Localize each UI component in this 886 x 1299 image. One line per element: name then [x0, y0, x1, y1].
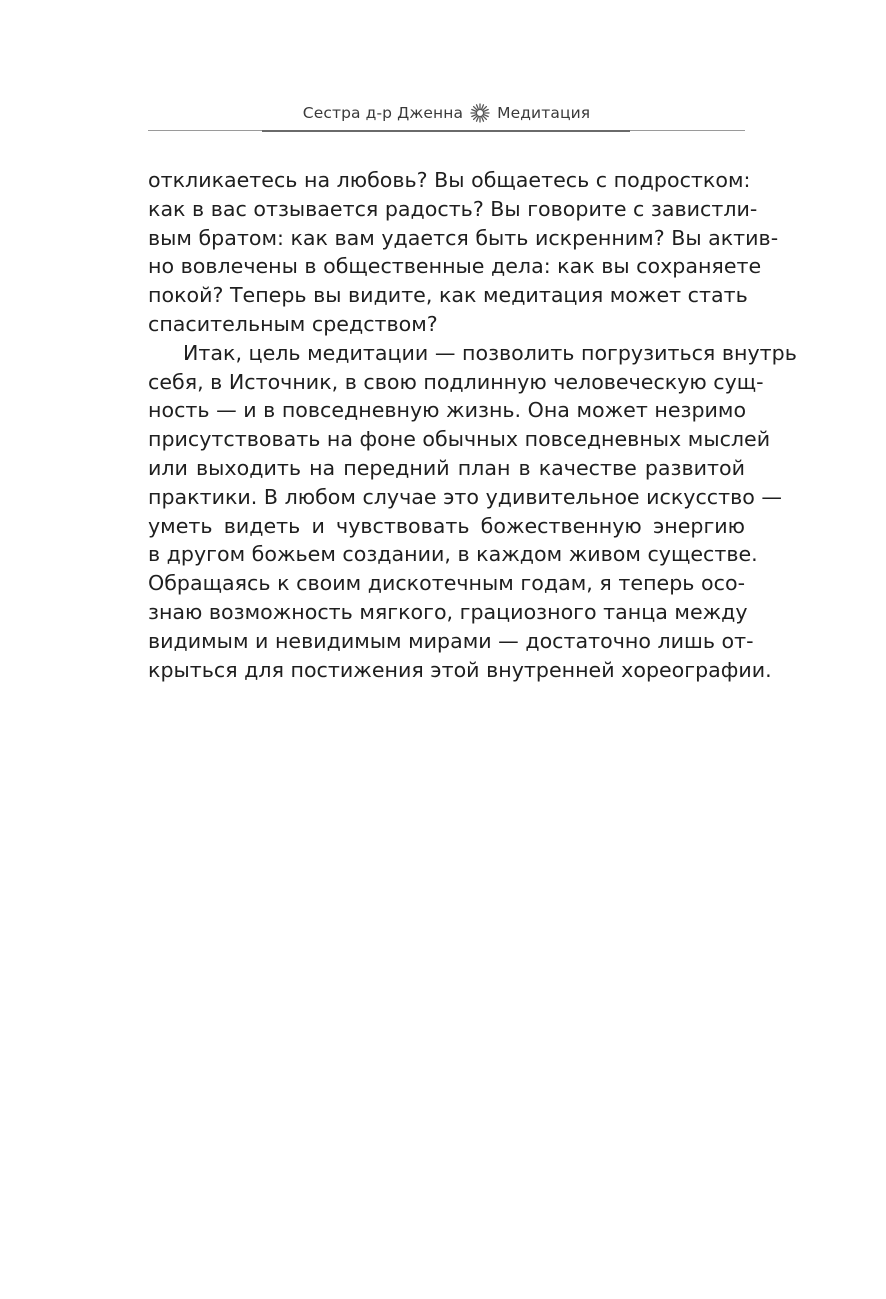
text-line: ность — и в повседневную жизнь. Она может незримо — [148, 398, 747, 423]
text-line: себя, в Источник, в свою подлинную человеческую сущ- — [148, 369, 764, 394]
text-line: видимым и невидимым мирами — достаточно лишь от- — [148, 628, 754, 653]
paragraph — [148, 339, 797, 685]
text-line: Итак, цель медитации — позволить погрузиться внутрь — [183, 340, 797, 365]
paragraph — [148, 166, 779, 339]
text-line: знаю возможность мягкого, грациозного танца между — [148, 599, 748, 624]
text-line: покой? Теперь вы видите, как медитация может стать — [148, 283, 748, 308]
text-line: уметь видеть и чувствовать божественную энергию — [148, 513, 745, 538]
header-title: Медитация — [497, 104, 591, 122]
text-line: в другом божьем создании, в каждом живом существе. — [148, 542, 758, 567]
text-line: но вовлечены в общественные дела: как вы сохраняете — [148, 254, 762, 279]
text-line: вым братом: как вам удается быть искренним? Вы актив- — [148, 225, 779, 250]
header-rule-accent — [262, 130, 630, 132]
text-line: присутствовать на фоне обычных повседневных мыслей — [148, 427, 771, 452]
text-line: откликаетесь на любовь? Вы общаетесь с подростком: — [148, 168, 751, 192]
text-line: крыться для постижения этой внутренней хореографии. — [148, 657, 772, 682]
text-line: спасительным средством? — [148, 311, 438, 336]
body-text — [148, 166, 797, 684]
text-line: как в вас отзывается радость? Вы говорите с завистли- — [148, 196, 758, 221]
header-author: Сестра д-р Дженна — [302, 104, 464, 122]
running-header — [148, 100, 745, 126]
sun-star-icon — [469, 102, 491, 124]
text-line: или выходить на передний план в качестве развитой — [148, 455, 745, 480]
text-line: Обращаясь к своим дискотечным годам, я теперь осо- — [148, 571, 745, 596]
text-line: практики. В любом случае это удивительное искусство — — [148, 484, 782, 509]
